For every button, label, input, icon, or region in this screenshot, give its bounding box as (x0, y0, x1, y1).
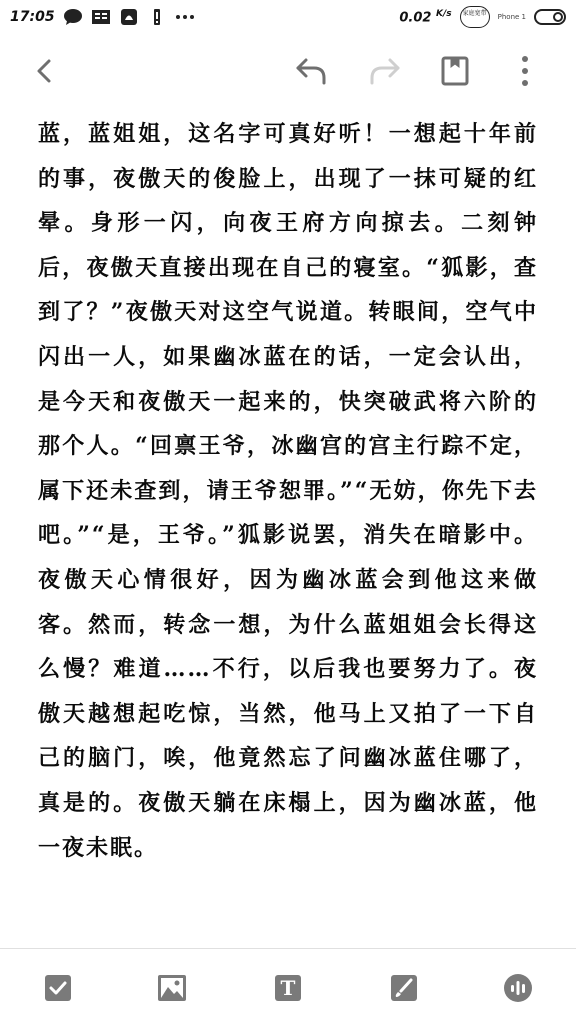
status-bar-right (399, 6, 566, 28)
status-bar (0, 0, 576, 34)
network-speed-value: 0.02 (399, 10, 432, 26)
chat-bubble-icon (63, 8, 83, 26)
network-speed-unit: K/s (436, 8, 452, 19)
editor-toolbar (0, 40, 576, 102)
insert-image-button[interactable] (152, 968, 192, 1008)
back-button[interactable] (22, 48, 68, 94)
bookmark-icon (440, 55, 470, 87)
book-icon (91, 8, 111, 26)
text-format-icon: T (275, 975, 301, 1001)
redo-icon (368, 56, 402, 86)
alert-icon (147, 8, 167, 26)
redo-button[interactable] (362, 48, 408, 94)
undo-icon (294, 56, 328, 86)
drawing-button[interactable] (384, 968, 424, 1008)
more-vertical-icon (520, 55, 530, 87)
note-body-text[interactable]: 蓝，蓝姐姐，这名字可真好听！一想起十年前的事，夜傲天的俊脸上，出现了一抹可疑的红晕。身形一闪，向夜王府方向掠去。二刻钟后，夜傲天直接出现在自己的寝室。“狐影，查到了？”夜傲天对这空气说道。转眼间，空气中闪出一人，如果幽冰蓝在的话，一定会认出，是今天和夜傲天一起来的，快突破武将六阶的那个人。“回禀王爷，冰幽宫的宫主行踪不定，属下还未查到，请王爷恕罪。”“无妨，你先下去吧。”“是，王爷。”狐影说罢，消失在暗影中。夜傲天心情很好，因为幽冰蓝会到他这来做客。然而，转念一想，为什么蓝姐姐会长得这么慢？难道……不行，以后我也要努力了。夜傲天越想起吃惊，当然，他马上又拍了一下自己的脑门，唉，他竟然忘了问幽冰蓝住哪了，真是的。夜傲天躺在床榻上，因为幽冰蓝，他一夜未眠。 (38, 121, 538, 861)
undo-button[interactable] (288, 48, 334, 94)
note-content-area[interactable] (38, 112, 538, 922)
network-badge: 家庭宽带 (460, 6, 490, 28)
toggle-icon (534, 9, 566, 25)
status-time: 17:05 (10, 9, 55, 25)
status-bar-left (10, 8, 195, 26)
text-format-button[interactable] (268, 968, 308, 1008)
audio-icon (503, 973, 533, 1003)
bookmark-button[interactable] (432, 48, 478, 94)
network-speed (399, 9, 451, 25)
more-dots-icon (175, 8, 195, 26)
more-menu-button[interactable] (502, 48, 548, 94)
voice-input-button[interactable] (498, 968, 538, 1008)
ghost-icon (119, 8, 139, 26)
brush-icon (390, 974, 418, 1002)
carrier-label: Phone 1 (497, 13, 526, 21)
checkbox-icon (44, 974, 72, 1002)
bottom-toolbar (0, 956, 576, 1016)
image-icon (157, 974, 187, 1002)
chevron-left-icon (31, 57, 59, 85)
bottom-divider (0, 948, 576, 949)
checklist-button[interactable] (38, 968, 78, 1008)
